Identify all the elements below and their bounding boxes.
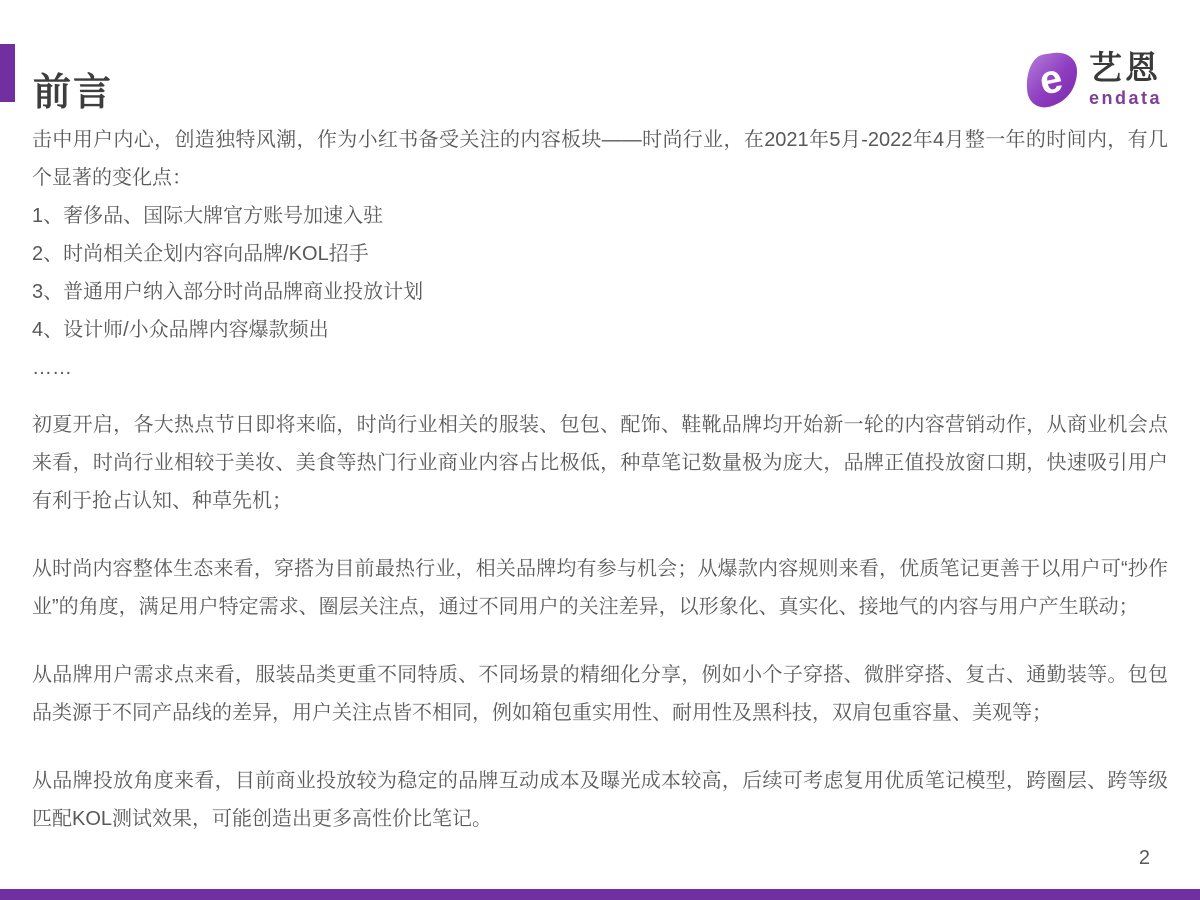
paragraph-brand-investment: 从品牌投放角度来看，目前商业投放较为稳定的品牌互动成本及曝光成本较高，后续可考虑复用优质笔记模型，跨圈层、跨等级匹配KOL测试效果，可能创造出更多高性价比笔记。: [32, 770, 1168, 830]
list-item-1: 1、奢侈品、国际大牌官方账号加速入驻: [32, 205, 384, 227]
endata-logo: [1019, 50, 1162, 110]
bottom-accent-bar: [0, 889, 1200, 900]
title-accent-bar: [0, 44, 15, 102]
list-item-3: 3、普通用户纳入部分时尚品牌商业投放计划: [32, 281, 424, 303]
logo-brand-en: endata: [1088, 88, 1162, 108]
list-item-2: 2、时尚相关企划内容向品牌/KOL招手: [32, 243, 369, 265]
endata-logo-text: [1089, 50, 1162, 109]
ellipsis-line: ……: [32, 357, 72, 379]
paragraph-content-ecosystem: 从时尚内容整体生态来看，穿搭为目前最热行业，相关品牌均有参与机会；从爆款内容规则来看，优质笔记更善于以用户可“抄作业”的角度，满足用户特定需求、圈层关注点，通过不同用户的关注差异，以形象化、真实化、接地气的内容与用户产生联动；: [32, 558, 1168, 618]
svg-text:e: e: [1035, 55, 1067, 104]
logo-brand-cn: 艺恩: [1088, 49, 1161, 86]
slide-body: [32, 121, 1168, 838]
paragraph-business-opportunity: 初夏开启，各大热点节日即将来临，时尚行业相关的服装、包包、配饰、鞋靴品牌均开始新一轮的内容营销动作，从商业机会点来看，时尚行业相较于美妆、美食等热门行业商业内容占比极低，种草笔记数量极为庞大，品牌正值投放窗口期，快速吸引用户有利于抢占认知、种草先机；: [32, 414, 1168, 512]
paragraph-user-demand: 从品牌用户需求点来看，服装品类更重不同特质、不同场景的精细化分享，例如小个子穿搭、微胖穿搭、复古、通勤装等。包包品类源于不同产品线的差异，用户关注点皆不相同，例如箱包重实用性、耐用性及黑科技，双肩包重容量、美观等；: [32, 664, 1168, 724]
list-item-4: 4、设计师/小众品牌内容爆款频出: [32, 319, 329, 341]
intro-paragraph: 击中用户内心，创造独特风潮，作为小红书备受关注的内容板块——时尚行业，在2021年5月-2022年4月整一年的时间内，有几个显著的变化点：: [32, 129, 1168, 189]
page-number: 2: [1138, 847, 1150, 869]
endata-logo-icon: [1019, 50, 1081, 110]
page-title: 前言: [33, 72, 114, 115]
